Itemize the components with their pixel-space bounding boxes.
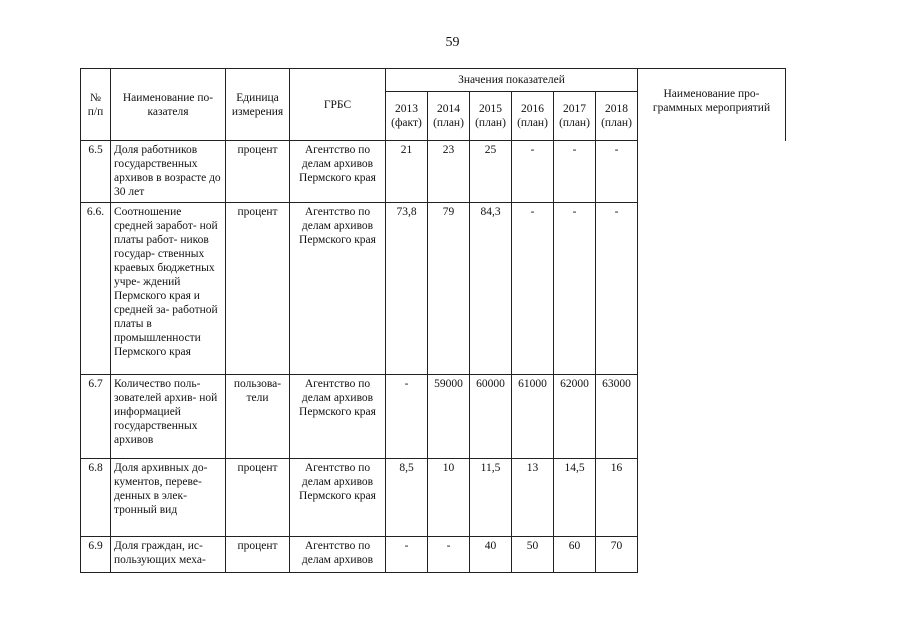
col-header-values-group: Значения показателей (386, 69, 638, 92)
header-row-1 (81, 69, 786, 92)
year-kind-label: (факт) (391, 117, 422, 129)
value-2015: 84,3 (470, 203, 512, 375)
year-label: 2018 (605, 103, 628, 115)
col-header-year-2017 (554, 92, 596, 141)
value-2016: - (512, 141, 554, 203)
value-2017: - (554, 203, 596, 375)
value-2017: 60 (554, 537, 596, 573)
unit: процент (226, 141, 290, 203)
col-header-events (638, 69, 786, 141)
value-2015: 40 (470, 537, 512, 573)
value-2016: - (512, 203, 554, 375)
value-2013: 8,5 (386, 459, 428, 537)
year-label: 2016 (521, 103, 544, 115)
value-2016: 13 (512, 459, 554, 537)
value-2013: - (386, 375, 428, 459)
row-number: 6.5 (81, 141, 111, 203)
col-header-events-label: Наименование про- граммных мероприятий (652, 88, 771, 114)
indicator-name: Соотношение средней заработ- ной платы работ- ников государ- ственных краевых бюджетных учре- ждений Пермского края и средней за- работной платы в промышленности Пермского края (111, 203, 226, 375)
row-number: 6.6. (81, 203, 111, 375)
value-2018: 70 (596, 537, 638, 573)
value-2016: 61000 (512, 375, 554, 459)
value-2015: 60000 (470, 375, 512, 459)
table-row (81, 375, 786, 459)
indicators-table (80, 68, 786, 573)
grbs: Агентство по делам архивов Пермского края (290, 459, 386, 537)
unit: пользова- тели (226, 375, 290, 459)
value-2014: 10 (428, 459, 470, 537)
value-2013: 73,8 (386, 203, 428, 375)
year-label: 2013 (395, 103, 418, 115)
value-2014: 79 (428, 203, 470, 375)
table-row (81, 537, 786, 573)
row-number: 6.7 (81, 375, 111, 459)
unit: процент (226, 459, 290, 537)
year-label: 2014 (437, 103, 460, 115)
year-kind-label: (план) (601, 117, 632, 129)
value-2017: 14,5 (554, 459, 596, 537)
value-2018: 63000 (596, 375, 638, 459)
year-kind-label: (план) (433, 117, 464, 129)
year-kind-label: (план) (559, 117, 590, 129)
indicator-name: Доля архивных до- кументов, переве- денных в элек- тронный вид (111, 459, 226, 537)
grbs: Агентство по делам архивов Пермского края (290, 203, 386, 375)
col-header-no: № п/п (81, 69, 111, 141)
table-row (81, 203, 786, 375)
value-2017: - (554, 141, 596, 203)
indicator-name: Количество поль- зователей архив- ной информацией государственных архивов (111, 375, 226, 459)
col-header-year-2014 (428, 92, 470, 141)
col-header-year-2016 (512, 92, 554, 141)
col-header-year-2013 (386, 92, 428, 141)
row-number: 6.9 (81, 537, 111, 573)
value-2018: - (596, 141, 638, 203)
value-2013: - (386, 537, 428, 573)
grbs: Агентство по делам архивов Пермского края (290, 375, 386, 459)
value-2018: - (596, 203, 638, 375)
value-2016: 50 (512, 537, 554, 573)
value-2017: 62000 (554, 375, 596, 459)
value-2015: 11,5 (470, 459, 512, 537)
value-2013: 21 (386, 141, 428, 203)
page-number: 59 (445, 35, 460, 50)
value-2014: 59000 (428, 375, 470, 459)
col-header-grbs: ГРБС (290, 69, 386, 141)
year-kind-label: (план) (475, 117, 506, 129)
year-label: 2017 (563, 103, 586, 115)
value-2015: 25 (470, 141, 512, 203)
col-header-unit: Единица измерения (226, 69, 290, 141)
unit: процент (226, 203, 290, 375)
indicator-name: Доля граждан, ис- пользующих меха- (111, 537, 226, 573)
col-header-name: Наименование по- казателя (111, 69, 226, 141)
grbs: Агентство по делам архивов Пермского края (290, 141, 386, 203)
table-row (81, 141, 786, 203)
table-row (81, 459, 786, 537)
indicator-name: Доля работников государственных архивов в возрасте до 30 лет (111, 141, 226, 203)
col-header-year-2015 (470, 92, 512, 141)
row-number: 6.8 (81, 459, 111, 537)
year-label: 2015 (479, 103, 502, 115)
col-header-year-2018 (596, 92, 638, 141)
value-2014: - (428, 537, 470, 573)
value-2018: 16 (596, 459, 638, 537)
unit: процент (226, 537, 290, 573)
year-kind-label: (план) (517, 117, 548, 129)
value-2014: 23 (428, 141, 470, 203)
grbs: Агентство по делам архивов (290, 537, 386, 573)
